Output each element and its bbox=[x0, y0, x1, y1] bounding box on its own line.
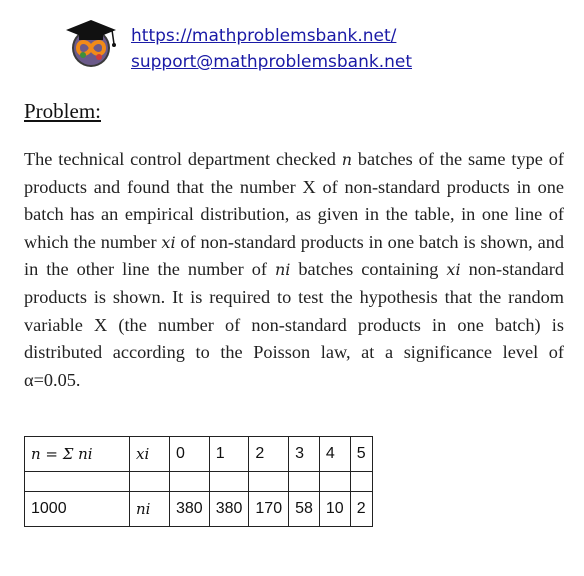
table-cell: 2 bbox=[249, 437, 289, 472]
table-row-ni bbox=[25, 492, 373, 527]
n-total-cell: 1000 bbox=[25, 492, 130, 527]
website-link[interactable]: https://mathproblemsbank.net/ bbox=[131, 26, 397, 46]
problem-statement bbox=[24, 146, 564, 394]
problem-text-part: of non-standard products in one batch is shown, and in the other line the number of bbox=[24, 231, 564, 280]
row-label-xi: xi bbox=[130, 437, 170, 472]
problem-text-part: The technical control department checked bbox=[24, 149, 342, 169]
table-cell: 5 bbox=[350, 437, 372, 472]
table-cell: 4 bbox=[319, 437, 350, 472]
contact-links bbox=[131, 23, 412, 75]
table-cell: 10 bbox=[319, 492, 350, 527]
table-cell: 170 bbox=[249, 492, 289, 527]
problem-text-part: non-standard products is shown. It is required to test the hypothesis that the random variable X (the number of non-standard products in one batch) is distributed according to the Poisson law, at a significance level of α=0.05. bbox=[24, 259, 565, 390]
problem-var-ni: ni bbox=[274, 260, 291, 280]
table-cell: 380 bbox=[170, 492, 210, 527]
problem-var-n: n bbox=[341, 150, 353, 169]
email-link[interactable]: support@mathproblemsbank.net bbox=[131, 52, 413, 72]
n-sum-formula: n = Σ ni bbox=[31, 444, 93, 463]
problem-var-xi: xi bbox=[161, 232, 176, 252]
table-cell: 0 bbox=[170, 437, 210, 472]
problem-heading: Problem: bbox=[24, 99, 101, 123]
table-cell: 3 bbox=[289, 437, 320, 472]
header bbox=[62, 12, 482, 82]
table-cell: 1 bbox=[209, 437, 249, 472]
table-spacer-row bbox=[25, 472, 373, 492]
table-cell: 2 bbox=[350, 492, 372, 527]
n-sum-formula-cell bbox=[25, 437, 130, 472]
table-cell: 380 bbox=[209, 492, 249, 527]
distribution-table bbox=[24, 436, 373, 527]
problem-text-part: batches containing bbox=[290, 259, 447, 280]
row-label-ni: ni bbox=[130, 492, 170, 527]
problem-text-part: batches of the same type of products and found that the number X of non-standard products in one batch has an empirical distribution, as given in the table, in one line of which the number bbox=[24, 149, 564, 252]
problem-var-xi: xi bbox=[446, 260, 461, 280]
graduation-cap-infinity-logo-icon bbox=[62, 14, 120, 72]
table-row-xi bbox=[25, 437, 373, 472]
table-cell: 58 bbox=[289, 492, 320, 527]
